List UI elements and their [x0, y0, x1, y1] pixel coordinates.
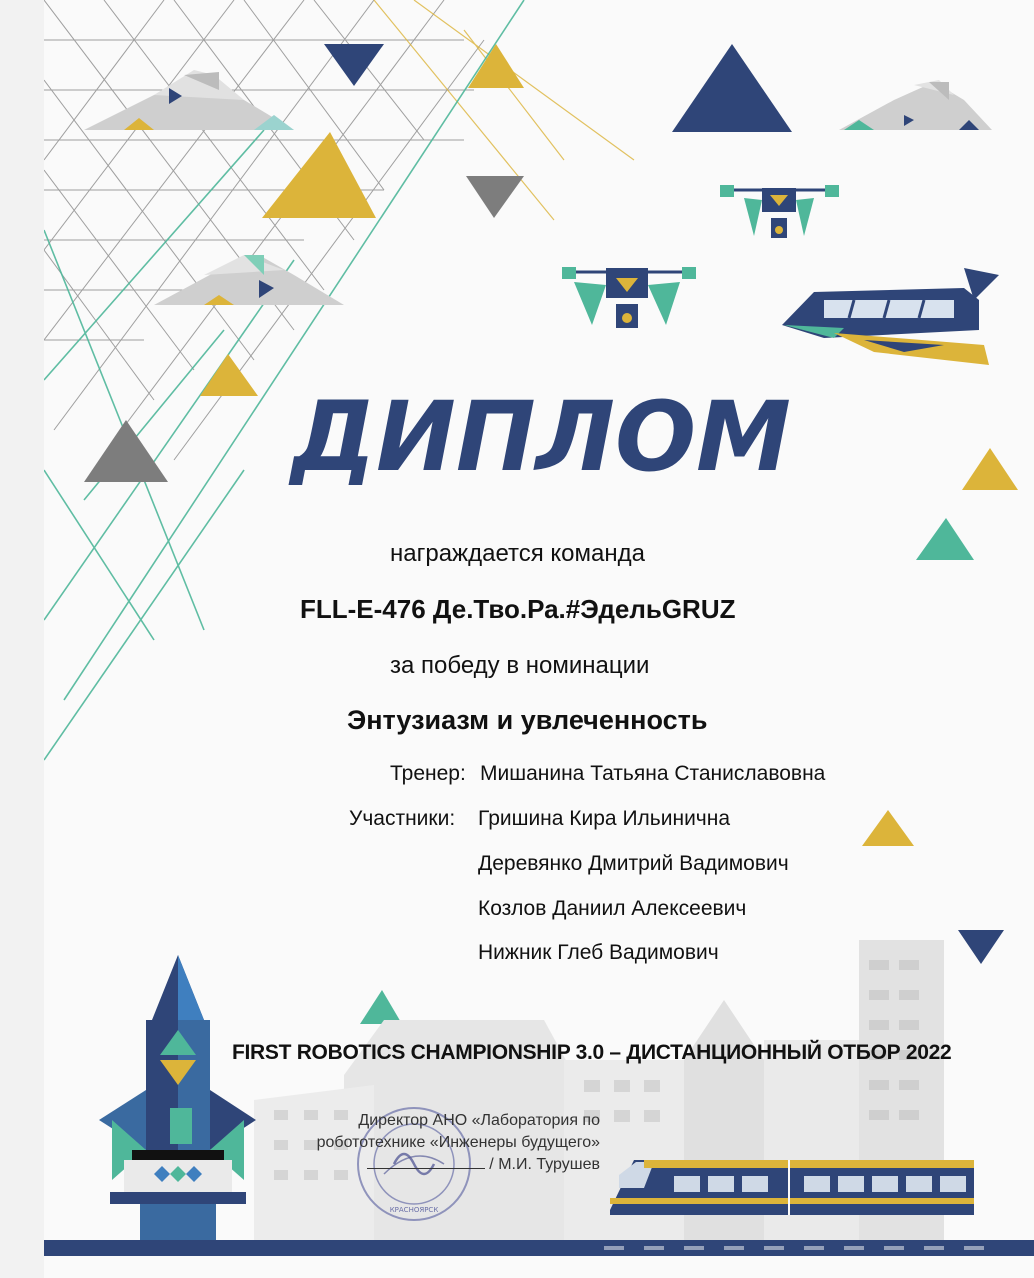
participant-4: Нижник Глеб Вадимович: [478, 941, 719, 964]
triangle-gold-small: [200, 354, 258, 396]
svg-text:КРАСНОЯРСК: КРАСНОЯРСК: [389, 1206, 439, 1214]
triangle-gray-large: [84, 420, 168, 482]
triangle-gold-large: [262, 132, 376, 218]
triangle-navy: [324, 44, 384, 86]
event-title: FIRST ROBOTICS CHAMPIONSHIP 3.0 – ДИСТАНЦИОННЫЙ ОТБОР 2022: [232, 1041, 952, 1064]
participant-2: Деревянко Дмитрий Вадимович: [478, 852, 789, 875]
triangle-gold-right: [962, 448, 1018, 490]
triangle-navy-lower: [958, 930, 1004, 964]
triangle-gold-lower: [862, 810, 914, 846]
nomination-title: Энтузиазм и увлеченность: [347, 705, 708, 735]
coach-label: Тренер:: [390, 762, 466, 785]
diploma-title: [286, 388, 796, 488]
airplane: [782, 268, 999, 365]
participants-label: Участники:: [349, 807, 456, 830]
nomination-line: за победу в номинации: [390, 652, 650, 679]
signature-line: [367, 1168, 485, 1169]
drone-large: [720, 185, 839, 238]
mountain-right: [839, 80, 992, 130]
diploma-sheet: [44, 0, 1034, 1278]
mountain-mid: [154, 255, 344, 305]
participant-3: Козлов Даниил Алексеевич: [478, 897, 747, 920]
triangle-teal-lower: [360, 990, 402, 1024]
director-signature-block: [264, 1110, 600, 1176]
coach-name: Мишанина Татьяна Станиславовна: [480, 762, 826, 785]
director-name: / М.И. Турушев: [489, 1156, 600, 1173]
train: [610, 1160, 974, 1215]
rocket: [99, 955, 256, 1240]
awarded-line: награждается команда: [390, 540, 645, 567]
triangle-teal-right: [916, 518, 974, 560]
drone-small: [562, 267, 696, 328]
participant-1: Гришина Кира Ильинична: [478, 807, 731, 830]
triangle-gray: [466, 176, 524, 218]
decorative-background: [44, 0, 1034, 1278]
triangle-navy-large: [672, 44, 792, 132]
director-line-2: робототехнике «Инженеры будущего»: [316, 1134, 600, 1151]
team-name: FLL-E-476 Де.Тво.Ра.#ЭдельGRUZ: [300, 594, 736, 624]
director-line-1: Директор АНО «Лаборатория по: [358, 1112, 600, 1129]
mountain-left: [84, 70, 294, 130]
svg-text:ДИПЛОМ: ДИПЛОМ: [288, 388, 791, 488]
page-margin: [0, 0, 44, 1278]
